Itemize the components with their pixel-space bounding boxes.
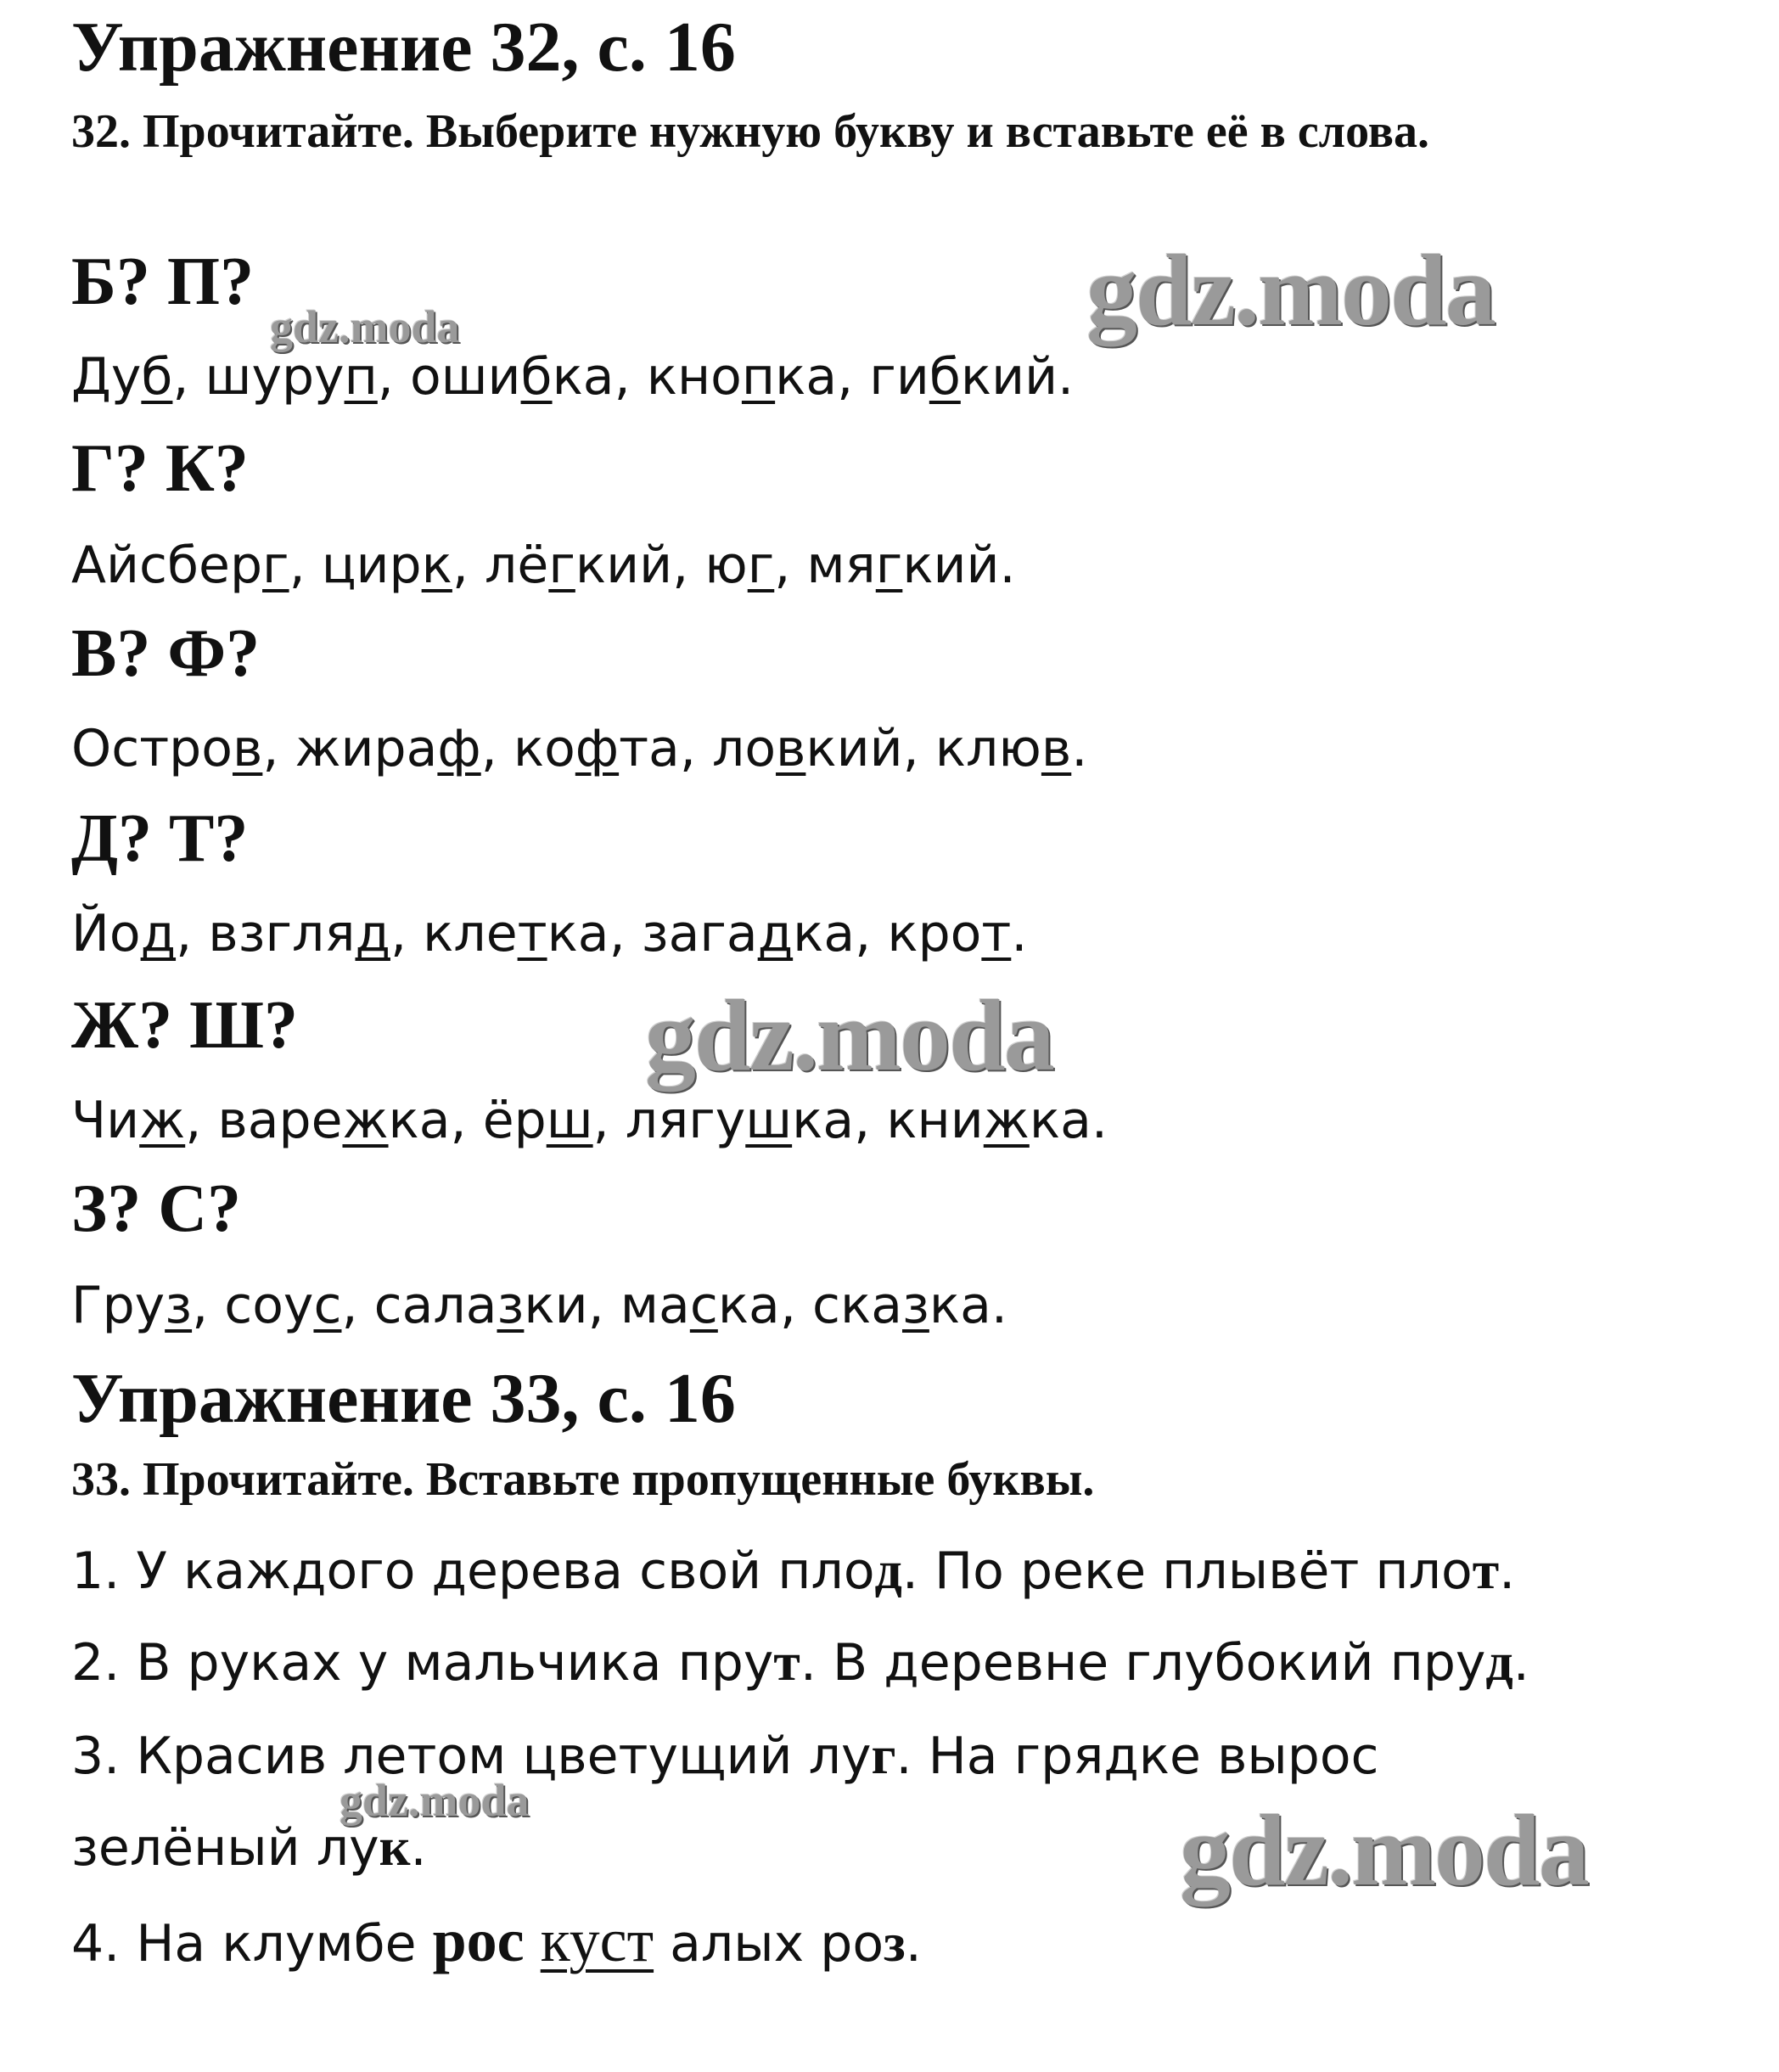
sentence-1: 1. У каждого дерева свой плод. По реке плывёт плот. bbox=[71, 1540, 1516, 1601]
sentence-4: 4. На клумбе рос куст алых роз. bbox=[71, 1906, 922, 1974]
pair-v-f: В? Ф? bbox=[71, 616, 261, 691]
row-g-k: Айсберг, цирк, лёгкий, юг, мягкий. bbox=[71, 536, 1016, 595]
row-zh-sh: Чиж, варежка, ёрш, лягушка, книжка. bbox=[71, 1091, 1108, 1150]
watermark-2: gdz.moda bbox=[270, 301, 460, 352]
row-b-p: Дуб, шуруп, ошибка, кнопка, гибкий. bbox=[71, 347, 1075, 407]
row-d-t: Йод, взгляд, клетка, загадка, крот. bbox=[71, 904, 1028, 963]
pair-zh-sh: Ж? Ш? bbox=[71, 988, 298, 1063]
exercise-32-heading: Упражнение 32, с. 16 bbox=[71, 8, 736, 87]
sentence-3-line-1: 3. Красив летом цветущий луг. На грядке вырос bbox=[71, 1725, 1379, 1786]
sentence-2: 2. В руках у мальчика прут. В деревне глубокий пруд. bbox=[71, 1631, 1529, 1693]
pair-b-p: Б? П? bbox=[71, 244, 255, 319]
exercise-32-task: 32. Прочитайте. Выберите нужную букву и вставьте её в слова. bbox=[71, 105, 1429, 158]
exercise-33-task: 33. Прочитайте. Вставьте пропущенные буквы. bbox=[71, 1453, 1095, 1506]
row-z-s: Груз, соус, салазки, маска, сказка. bbox=[71, 1276, 1007, 1335]
pair-d-t: Д? Т? bbox=[71, 801, 249, 876]
watermark-5: gdz.moda bbox=[1180, 1794, 1588, 1906]
watermark-3: gdz.moda bbox=[645, 979, 1053, 1092]
pair-z-s: З? С? bbox=[71, 1171, 241, 1246]
pair-g-k: Г? К? bbox=[71, 431, 249, 506]
exercise-33-heading: Упражнение 33, с. 16 bbox=[71, 1359, 736, 1438]
sentence-3-line-2: зелёный лук. bbox=[71, 1817, 427, 1878]
row-v-f: Остров, жираф, кофта, ловкий, клюв. bbox=[71, 719, 1088, 778]
watermark-4: gdz.moda bbox=[340, 1775, 530, 1826]
watermark-1: gdz.moda bbox=[1086, 233, 1495, 346]
